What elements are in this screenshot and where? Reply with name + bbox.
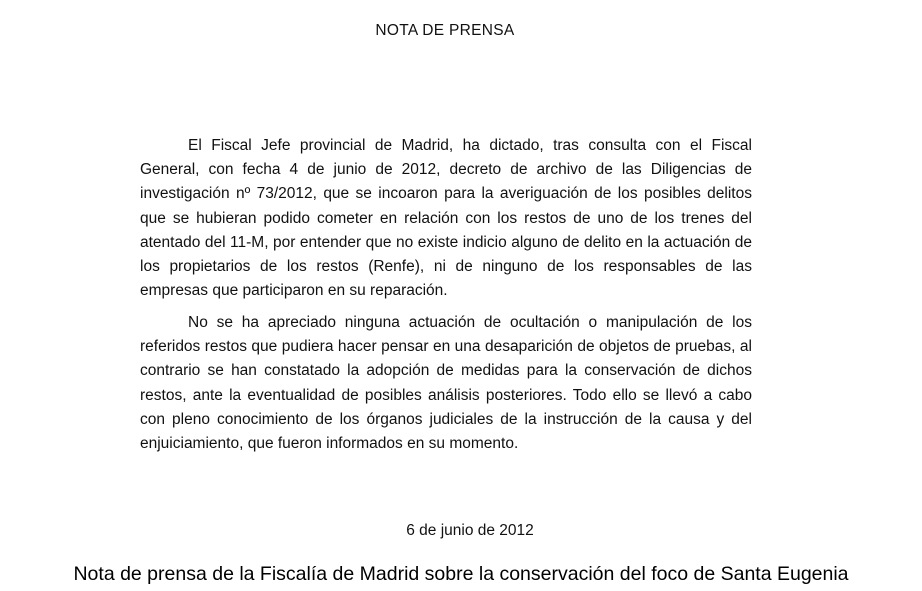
document-paragraph-2-block bbox=[140, 311, 752, 456]
document-title: NOTA DE PRENSA bbox=[375, 22, 515, 39]
document-paragraph: El Fiscal Jefe provincial de Madrid, ha dictado, tras consulta con el Fiscal General, con fecha 4 de junio de 2012, decreto de archivo de las Diligencias de investigación nº 73/2012, que se incoaron para la averiguación de los posibles delitos que se hubieran podido cometer en relación con los restos de uno de los trenes del atentado del 11-M, por entender que no existe indicio alguno de delito en la actuación de los propietarios de los restos (Renfe), ni de ninguno de los responsables de las empresas que participaron en su reparación. bbox=[140, 137, 752, 300]
document-date: 6 de junio de 2012 bbox=[406, 522, 534, 539]
document-paragraph-1-block bbox=[140, 134, 752, 303]
document-paragraph: No se ha apreciado ninguna actuación de ocultación o manipulación de los referidos restos que pudiera hacer pensar en una desaparición de objetos de pruebas, al contrario se han constatado la adopción de medidas para la conservación de dichos restos, ante la eventualidad de posibles análisis posteriores. Todo ello se llevó a cabo con pleno conocimiento de los órganos judiciales de la instrucción de la causa y del enjuiciamiento, que fueron informados en su momento. bbox=[140, 314, 752, 453]
image-caption: Nota de prensa de la Fiscalía de Madrid sobre la conservación del foco de Santa Eugenia bbox=[73, 563, 849, 585]
